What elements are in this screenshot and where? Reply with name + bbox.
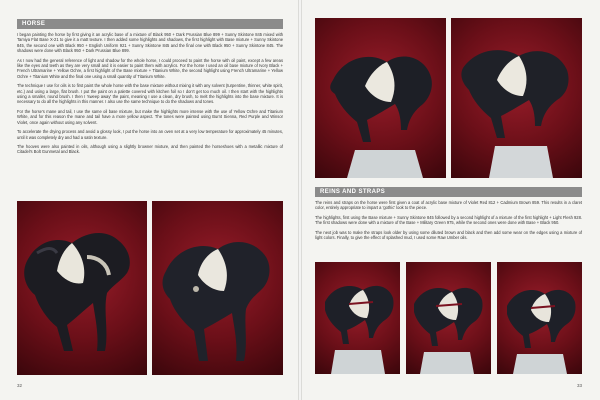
photo-horse-right-1: [315, 18, 446, 178]
horse-illustration: [152, 201, 283, 375]
photo-horse-left-2: [152, 201, 283, 375]
photo-reins-3: [497, 262, 582, 374]
section-title-horse: HORSE: [17, 19, 283, 29]
page-number: 33: [576, 383, 582, 388]
left-page: [0, 0, 298, 400]
right-page: [302, 0, 600, 400]
paragraph: The next job was to make the straps look older by using some diluted brown and black and then add some wear on the edges using a mixture of light colors. Finally, to give the effect of splashed mud, I used some Raw Umber oils.: [315, 229, 582, 241]
horse-illustration: [406, 262, 491, 374]
horse-illustration: [315, 18, 446, 178]
reins-body-text: [315, 200, 582, 244]
paragraph: To accelerate the drying process and avoid a glossy look, I put the horse into an oven set at a very low temperature for approximately 45 minutes, until it was completely dry and had a satin texture.: [17, 129, 283, 140]
photo-reins-2: [406, 262, 491, 374]
paragraph: The reins and straps on the horse were first given a coat of acrylic base mixture of Violet Red 812 + Cadmium Brown 859. This results in a claret color, entirely appropriate to impart a 'gothic' look to the piece.: [315, 200, 582, 211]
paragraph: The hooves were also painted in oils, although using a slightly browner mixture, and then painted the horseshoes with a metallic mixture of Citadel's Bolt Gunmetal and Black.: [17, 143, 283, 155]
page-number: 32: [17, 383, 23, 388]
paragraph: I began painting the horse by first giving it an acrylic base of a mixture of Black 950 + Dark Prussian Blue 899 + Sunny Skintone 845 mixed with Tamiya Flat Base X-21 to give it a matt texture. I then added some highlights and shadows, the first highlight with Base mixture + Sunny Skintone 845, the second one with Black 950 + English Uniform 921 + Sunny Skintone 845 and the final one with Black 950 + Sunny Skintone 845. The shadows were done with Black 950 + Dark Prussian Blue 899.: [17, 32, 283, 54]
photo-horse-right-2: [451, 18, 582, 178]
horse-illustration: [497, 262, 582, 374]
horse-body-text: [17, 32, 283, 159]
paragraph: The highlights, first using the Base mixture + Sunny Skintone 845 followed by a second highlight of a mixture of the first highlight + Light Flesh 928. The first shadows were done with a mixture of the Base + Military Green 975, while the second ones were done with Base + Black 950.: [315, 214, 582, 226]
photo-horse-left-1: [17, 201, 147, 375]
paragraph: For the horse's mane and tail, I use the same oil base mixture, but make the highlights more intense with the use of Yellow Ochre and Titanium White, and for this reason the mane and tail have a more yellow aspect. The tones were painted using Burnt Sienna, Red Purple and Winsor Violet, once again without using any solvent.: [17, 108, 283, 125]
paragraph: The technique I use for oils is to first paint the whole horse with the base mixture without mixing it with any solvent (turpentine, thinner, white spirit, etc.) and using a large, flat brush. I put the paint on a palette covered with kitchen foil so I don't get too much oil. I then start with the highlights using a smaller, round brush. I then I 'sweep away' the paint, meaning I use a clean, dry brush, to melt the highlights into the base mixture. It is necessary to do all the highlights in this manner. I also use the same technique to do the shadows and tones.: [17, 83, 283, 105]
section-title-reins: REINS AND STRAPS: [315, 187, 582, 197]
horse-illustration: [17, 201, 147, 375]
photo-reins-1: [315, 262, 400, 374]
horse-illustration: [315, 262, 400, 374]
horse-illustration: [451, 18, 582, 178]
paragraph: As I now had the general reference of light and shadow for the whole horse, I could proceed to paint the horse with oil paint, except a few areas like the eyes and teeth as they are very small and it is easier to paint them with acrylics. For the horse I used an oil base mixture of Ivory Black + French Ultramarine + Yellow Ochre, a first highlight of the Base mixture + Titanium White, the second highlight using French Ultramarine + Yellow Ochre + Titanium White and the final one using a small quantity of Titanium White.: [17, 57, 283, 79]
